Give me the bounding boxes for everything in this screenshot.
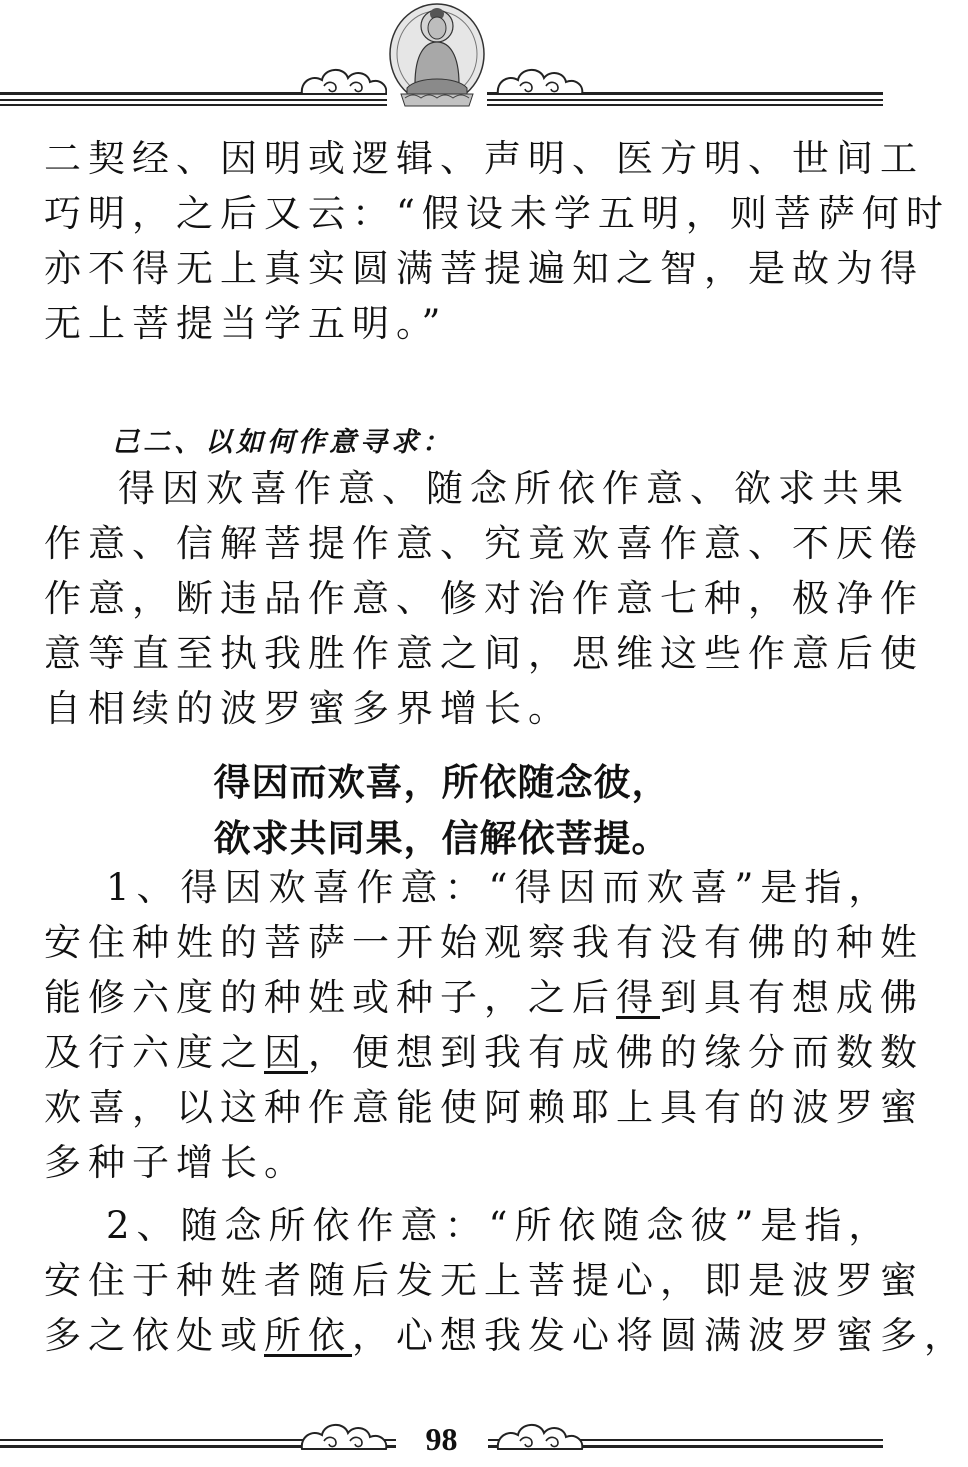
cloud-ornament-left-icon	[298, 64, 390, 98]
text-line: 二契经、因明或逻辑、声明、医方明、世间工	[44, 137, 924, 180]
page-header	[0, 0, 883, 112]
text-segment: ，心想我发心将圆满波罗蜜多，	[352, 1314, 968, 1357]
paragraph-joy-in-cause	[44, 860, 924, 1190]
page-footer	[0, 1405, 883, 1467]
text-segment: 多之依处或	[44, 1314, 264, 1357]
text-line	[44, 1025, 924, 1080]
text-line: 安住种姓的菩萨一开始观察我有没有佛的种姓	[44, 921, 924, 964]
page-number: 98	[425, 1421, 458, 1457]
underlined-word: 得	[616, 976, 660, 1019]
text-line: 安住于种姓者随后发无上菩提心，即是波罗蜜	[44, 1259, 924, 1302]
buddha-figure-icon	[387, 2, 487, 108]
text-line: 欢喜，以这种作意能使阿赖耶上具有的波罗蜜	[44, 1086, 924, 1129]
verse-line: 欲求共同果，信解依菩提。	[213, 817, 670, 860]
text-line: 得因欢喜作意、随念所依作意、欲求共果	[118, 467, 910, 510]
text-line: 多种子增长。	[44, 1141, 308, 1184]
text-line: 巧明，之后又云：“假设未学五明，则菩萨何时	[44, 192, 950, 235]
text-line: 作意、信解菩提作意、究竟欢喜作意、不厌倦	[44, 522, 924, 565]
text-line: 2、随念所依作意：“所依随念彼”是指，	[106, 1204, 893, 1247]
verse-line: 得因而欢喜，所依随念彼，	[213, 761, 670, 804]
text-line: 自相续的波罗蜜多界增长。	[44, 687, 572, 730]
text-segment: ，便想到我有成佛的缘分而数数	[308, 1031, 924, 1074]
text-segment: 能修六度的种姓或种子，之后	[44, 976, 616, 1019]
section-heading: 己二、以如何作意寻求：	[112, 427, 453, 458]
underlined-word: 因	[264, 1031, 308, 1074]
text-line	[44, 970, 924, 1025]
text-line: 意等直至执我胜作意之间，思维这些作意后使	[44, 632, 924, 675]
text-line: 作意，断违品作意、修对治作意七种，极净作	[44, 577, 924, 620]
paragraph-seven-attentions	[44, 461, 924, 736]
cloud-ornament-right-icon	[494, 64, 586, 98]
text-segment: 到具有想成佛	[660, 976, 924, 1019]
text-line: 亦不得无上真实圆满菩提遍知之智，是故为得	[44, 247, 924, 290]
text-line	[44, 1308, 968, 1363]
paragraph-five-sciences	[44, 131, 950, 351]
text-segment: 及行六度之	[44, 1031, 264, 1074]
text-line: 无上菩提当学五明。”	[44, 302, 448, 345]
text-line: 1、得因欢喜作意：“得因而欢喜”是指，	[106, 866, 893, 909]
paragraph-recollect-basis	[44, 1198, 968, 1363]
underlined-word: 所依	[264, 1314, 352, 1357]
